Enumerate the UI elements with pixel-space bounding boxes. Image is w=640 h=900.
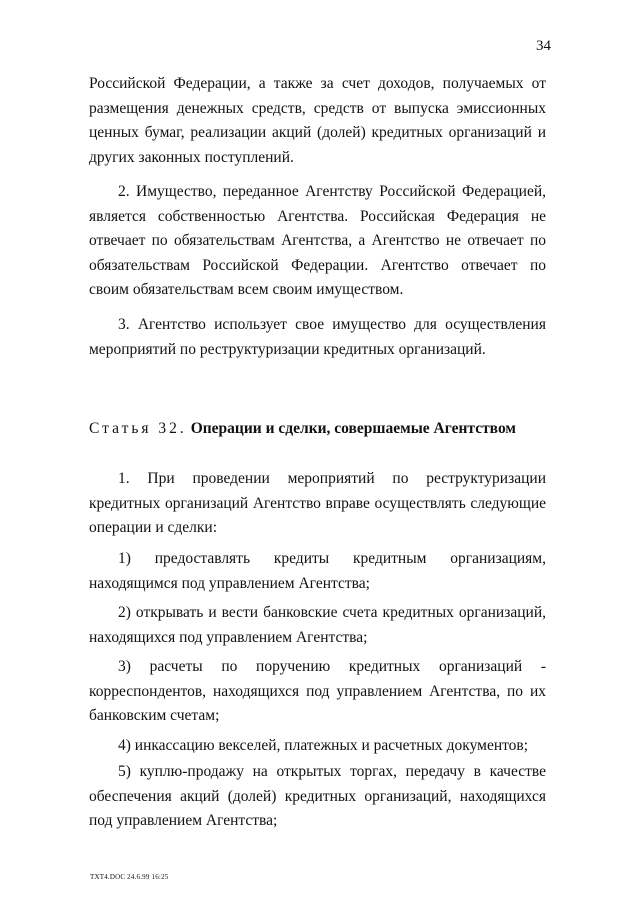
paragraph-continuation: Российской Федерации, а также за счет доходов, получаемых от размещения денежных средств, средств от выпуска эмиссионных ценных бумаг, реализации акций (долей) кредитных организаций и других законных поступлений. <box>89 75 546 166</box>
article-title: Операции и сделки, совершаемые Агентством <box>190 420 516 437</box>
article-heading <box>89 417 546 441</box>
list-item-1: 1) предоставлять кредиты кредитным организациям, находящимся под управлением Агентства; <box>89 550 546 592</box>
footer-file-stamp: TXT4.DOC 24.6.99 16:25 <box>90 873 169 881</box>
article-paragraph-1: 1. При проведении мероприятий по реструктуризации кредитных организаций Агентство вправе осуществлять следующие операции и сделки: <box>89 470 546 537</box>
list-item-5: 5) куплю-продажу на открытых торгах, передачу в качестве обеспечения акций (долей) кредитных организаций, находящихся под управлением Агентства; <box>89 763 546 830</box>
list-item-3: 3) расчеты по поручению кредитных организаций - корреспондентов, находящихся под управлением Агентства, по их банковским счетам; <box>89 658 546 725</box>
article-label: Статья 32. <box>89 420 187 437</box>
list-item-4: 4) инкассацию векселей, платежных и расчетных документов; <box>118 737 529 754</box>
paragraph-3: 3. Агентство использует свое имущество для осуществления мероприятий по реструктуризации кредитных организаций. <box>89 316 546 358</box>
paragraph-2: 2. Имущество, переданное Агентству Российской Федерацией, является собственностью Агентства. Российская Федерация не отвечает по обязательствам Агентства, а Агентство не отвечает по обязательствам Российской Федерации. Агентство отвечает по своим обязательствам всем своим имуществом. <box>89 183 546 299</box>
page-number: 34 <box>536 38 551 54</box>
list-item-2: 2) открывать и вести банковские счета кредитных организаций, находящихся под управлением Агентства; <box>89 604 546 646</box>
